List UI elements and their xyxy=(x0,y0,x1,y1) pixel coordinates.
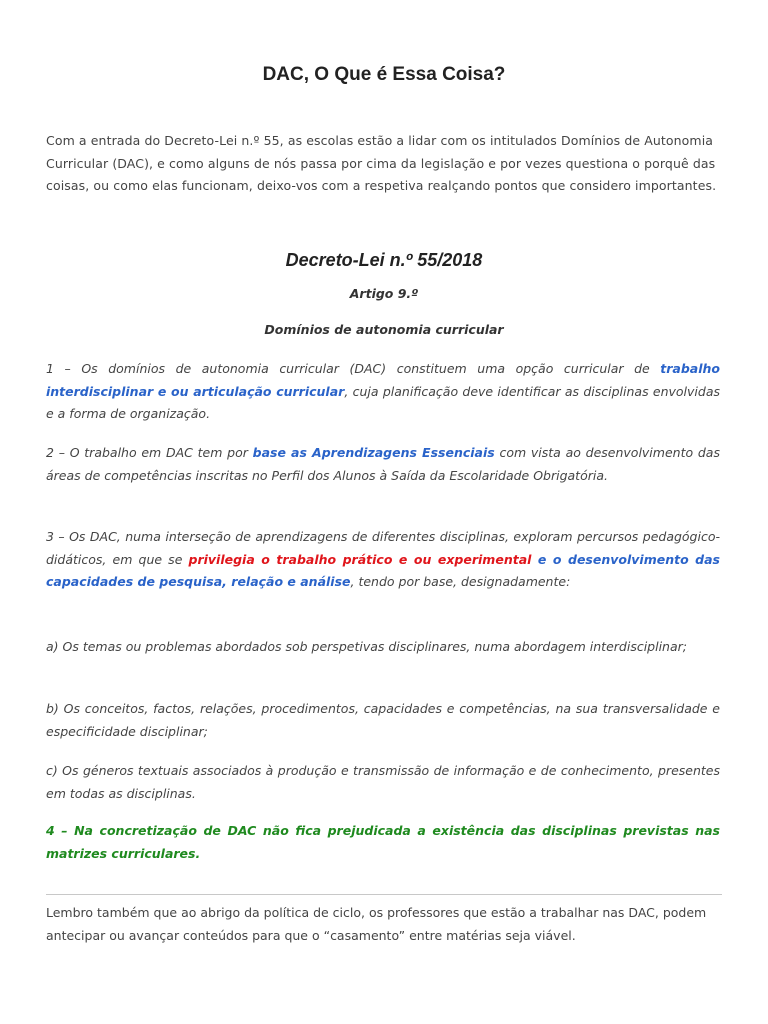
paragraph-3 xyxy=(46,526,720,594)
paragraph-3-red-highlight: privilegia o trabalho prático e ou experimental xyxy=(188,551,532,567)
paragraph-2-text-end: com vista ao desenvolvimento das áreas de competências inscritas no Perfil dos Alunos à Saída da Escolaridade Obrigatória. xyxy=(46,445,720,483)
paragraph-b: b) Os conceitos, factos, relações, procedimentos, capacidades e competências, na sua transversalidade e especificidade disciplinar; xyxy=(46,701,720,739)
paragraph-1-text-end: , cuja planificação deve identificar as disciplinas envolvidas e a forma de organização. xyxy=(46,383,720,421)
closing-paragraph: Lembro também que ao abrigo da política de ciclo, os professores que estão a trabalhar nas DAC, podem antecipar ou avançar conteúdos para que o “casamento” entre matérias seja viável. xyxy=(46,905,707,943)
paragraph-3-blue-highlight-2: relação e análise xyxy=(226,574,351,589)
paragraph-4-highlight: Na concretização de DAC não fica prejudicada a existência das disciplinas previstas nas matrizes curriculares. xyxy=(46,823,721,861)
page-title: DAC, O Que é Essa Coisa? xyxy=(262,64,506,85)
article-heading: Artigo 9.º xyxy=(349,286,419,301)
article-subheading: Domínios de autonomia curricular xyxy=(264,322,504,337)
intro-paragraph: Com a entrada do Decreto-Lei n.º 55, as escolas estão a lidar com os intitulados Domínios de Autonomia Curricular (DAC), e como alguns de nós passa por cima da legislação e por vezes questiona o porquê das coisas, ou como elas funcionam, deixo-vos com a respetiva realçando pontos que considero importantes. xyxy=(46,133,717,193)
paragraph-1-highlight: trabalho interdisciplinar e ou articulação curricular xyxy=(46,361,720,399)
paragraph-2-highlight: base as Aprendizagens Essenciais xyxy=(252,445,495,460)
paragraph-2-text: 2 – O trabalho em DAC tem por xyxy=(46,445,253,460)
paragraph-4-number: 4 – xyxy=(46,823,75,838)
paragraph-3-text-end: , tendo por base, designadamente: xyxy=(350,574,571,589)
paragraph-a: a) Os temas ou problemas abordados sob perspetivas disciplinares, numa abordagem interdisciplinar; xyxy=(46,639,687,654)
paragraph-3-comma: , xyxy=(222,574,227,589)
paragraph-3-blue-highlight-1: e o desenvolvimento das capacidades de pesquisa xyxy=(46,551,720,589)
paragraph-3-text: 3 – Os DAC, numa interseção de aprendizagens de diferentes disciplinas, exploram percursos pedagógico-didáticos, em que se xyxy=(46,529,720,567)
paragraph-1 xyxy=(46,358,720,426)
paragraph-4 xyxy=(46,820,720,865)
paragraph-2 xyxy=(46,442,720,487)
decree-title: Decreto-Lei n.º 55/2018 xyxy=(285,250,483,270)
paragraph-1-text: 1 – Os domínios de autonomia curricular (DAC) constituem uma opção curricular de xyxy=(46,361,661,376)
section-divider xyxy=(46,894,722,895)
paragraph-c: c) Os géneros textuais associados à produção e transmissão de informação e de conhecimento, presentes em todas as disciplinas. xyxy=(46,763,720,801)
